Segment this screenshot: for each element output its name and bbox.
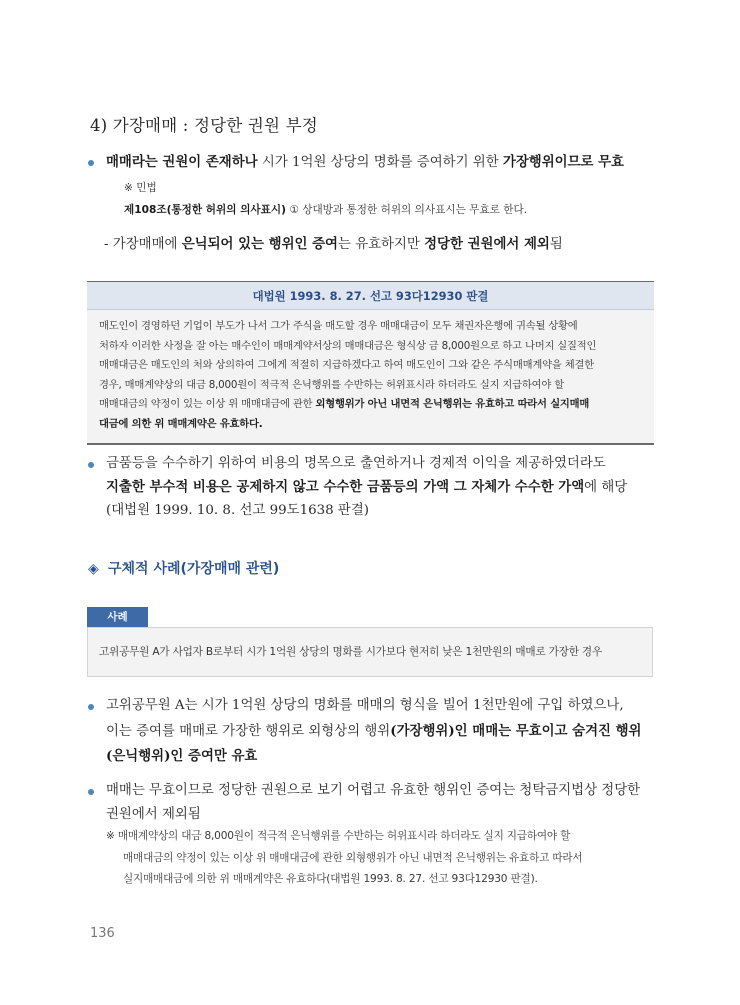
bullet-line: 권원에서 제외됨 [106,807,201,822]
dash-bold-text: 은닉되어 있는 행위인 증여 [181,236,338,252]
bullet-bold-text: (가장행위)인 매매는 무효이고 숨겨진 행위 [390,722,642,739]
bullet-item [88,694,658,769]
page-number: 136 [90,926,115,941]
bullet-line: 고위공무원 A는 시가 1억원 상당의 명화를 매매의 형식을 빌어 1천만원에 구입 하였으나, [106,698,624,713]
section-title: 4) 가장매매 : 정당한 권원 부정 [90,116,318,135]
law-article-text: ① 상대방과 통정한 허위의 의사표시는 무효로 한다. [285,204,528,216]
bullet-item [88,452,658,523]
bullet-bold-text: 지출한 부수적 비용은 공제하지 않고 수수한 금품등의 가액 그 자체가 수수한 가액 [106,478,585,495]
dash-text: 됨 [549,237,563,252]
bullet-dot-icon [88,160,94,166]
case-line [99,395,644,415]
diamond-icon: ◈ [88,561,99,577]
bullet-line: 매매는 무효이므로 정당한 권원으로 보기 어렵고 유효한 행위인 증여는 청탁금지법상 정당한 [106,783,641,798]
footnote-line: 실지매매대금에 의한 위 매매계약은 유효하다(대법원 1993. 8. 27. 선고 93다12930 판결). [123,873,538,885]
case-citation-box [87,281,654,445]
case-text: 매매대금의 약정이 있는 이상 위 매매대금에 관한 [99,398,316,411]
example-tag: 사례 [87,607,148,627]
subsection-heading [88,558,279,578]
case-line: 매매대금은 매도인의 처와 상의하여 그에게 적절히 지급하겠다고 하여 매도인이 그와 같은 주식매매계약을 체결한 [99,359,594,372]
case-line: 대금에 의한 위 매매계약은 유효하다. [99,417,263,430]
bullet-item [88,150,658,175]
bullet-line [106,719,658,745]
bullet-text: 시가 1억원 상당의 명화를 증여하기 위한 [257,155,503,170]
case-line: 매도인이 경영하던 기업이 부도가 나서 그가 주식을 매도할 경우 매매대금이 모두 채권자은행에 귀속될 상황에 [99,320,578,332]
bullet-item [88,779,658,827]
bullet-text: 에 해당 [584,479,628,495]
bullet-bold-text: 매매라는 권원이 존재하나 [106,155,258,170]
case-line: 경우, 매매계약상의 대금 8,000원이 적극적 은닉행위를 수반하는 허위표시라 하더라도 실지 지급하여야 할 [99,378,564,391]
case-body [87,310,654,443]
bullet-text: 이는 증여를 매매로 가장한 행위로 외형상의 행위 [106,723,391,739]
bullet-dot-icon [88,462,94,468]
example-box: 고위공무원 A가 사업자 B로부터 시가 1억원 상당의 명화를 시가보다 현저히 낮은 1천만원의 매매로 가장한 경우 [87,627,653,677]
law-article [124,202,527,217]
law-article-title: 제108조(통정한 허위의 의사표시) [124,204,286,216]
case-title: 대법원 1993. 8. 27. 선고 93다12930 판결 [87,282,654,310]
bullet-line: 금품등을 수수하기 위하여 비용의 명목으로 출연하거나 경제적 이익을 제공하였더라도 [106,456,606,471]
case-bold-text: 외형행위가 아닌 내면적 은닉행위는 유효하고 따라서 실지매매 [315,398,590,411]
bullet-dot-icon [88,789,94,795]
footnote [106,826,658,891]
bullet-dot-icon [88,704,94,710]
bullet-bold-text: 가장행위이므로 무효 [502,154,624,170]
bullet-line [106,476,658,500]
bullet-line: (은닉행위)인 증여만 유효 [106,748,258,764]
case-line: 처하자 이러한 사정을 잘 아는 매수인이 매매계약서상의 매매대금은 형식상 금 8,000원으로 하고 나머지 실질적인 [99,339,597,352]
dash-text: - 가장매매에 [104,237,182,252]
dash-bold-text: 정당한 권원에서 제외 [424,236,550,252]
subsection-title: 구체적 사례(가장매매 관련) [108,561,280,577]
dash-text: 는 유효하지만 [338,237,425,252]
footnote-line: ※ 매매계약상의 대금 8,000원이 적극적 은닉행위를 수반하는 허위표시라 하더라도 실지 지급하여야 할 [106,830,571,842]
law-note-label: ※ 민법 [124,182,157,194]
bullet-line: (대법원 1999. 10. 8. 선고 99도1638 판결) [106,503,369,518]
dash-item [104,233,563,252]
footnote-line: 매매대금의 약정이 있는 이상 위 매매대금에 관한 외형행위가 아닌 내면적 은닉행위는 유효하고 따라서 [123,851,583,864]
